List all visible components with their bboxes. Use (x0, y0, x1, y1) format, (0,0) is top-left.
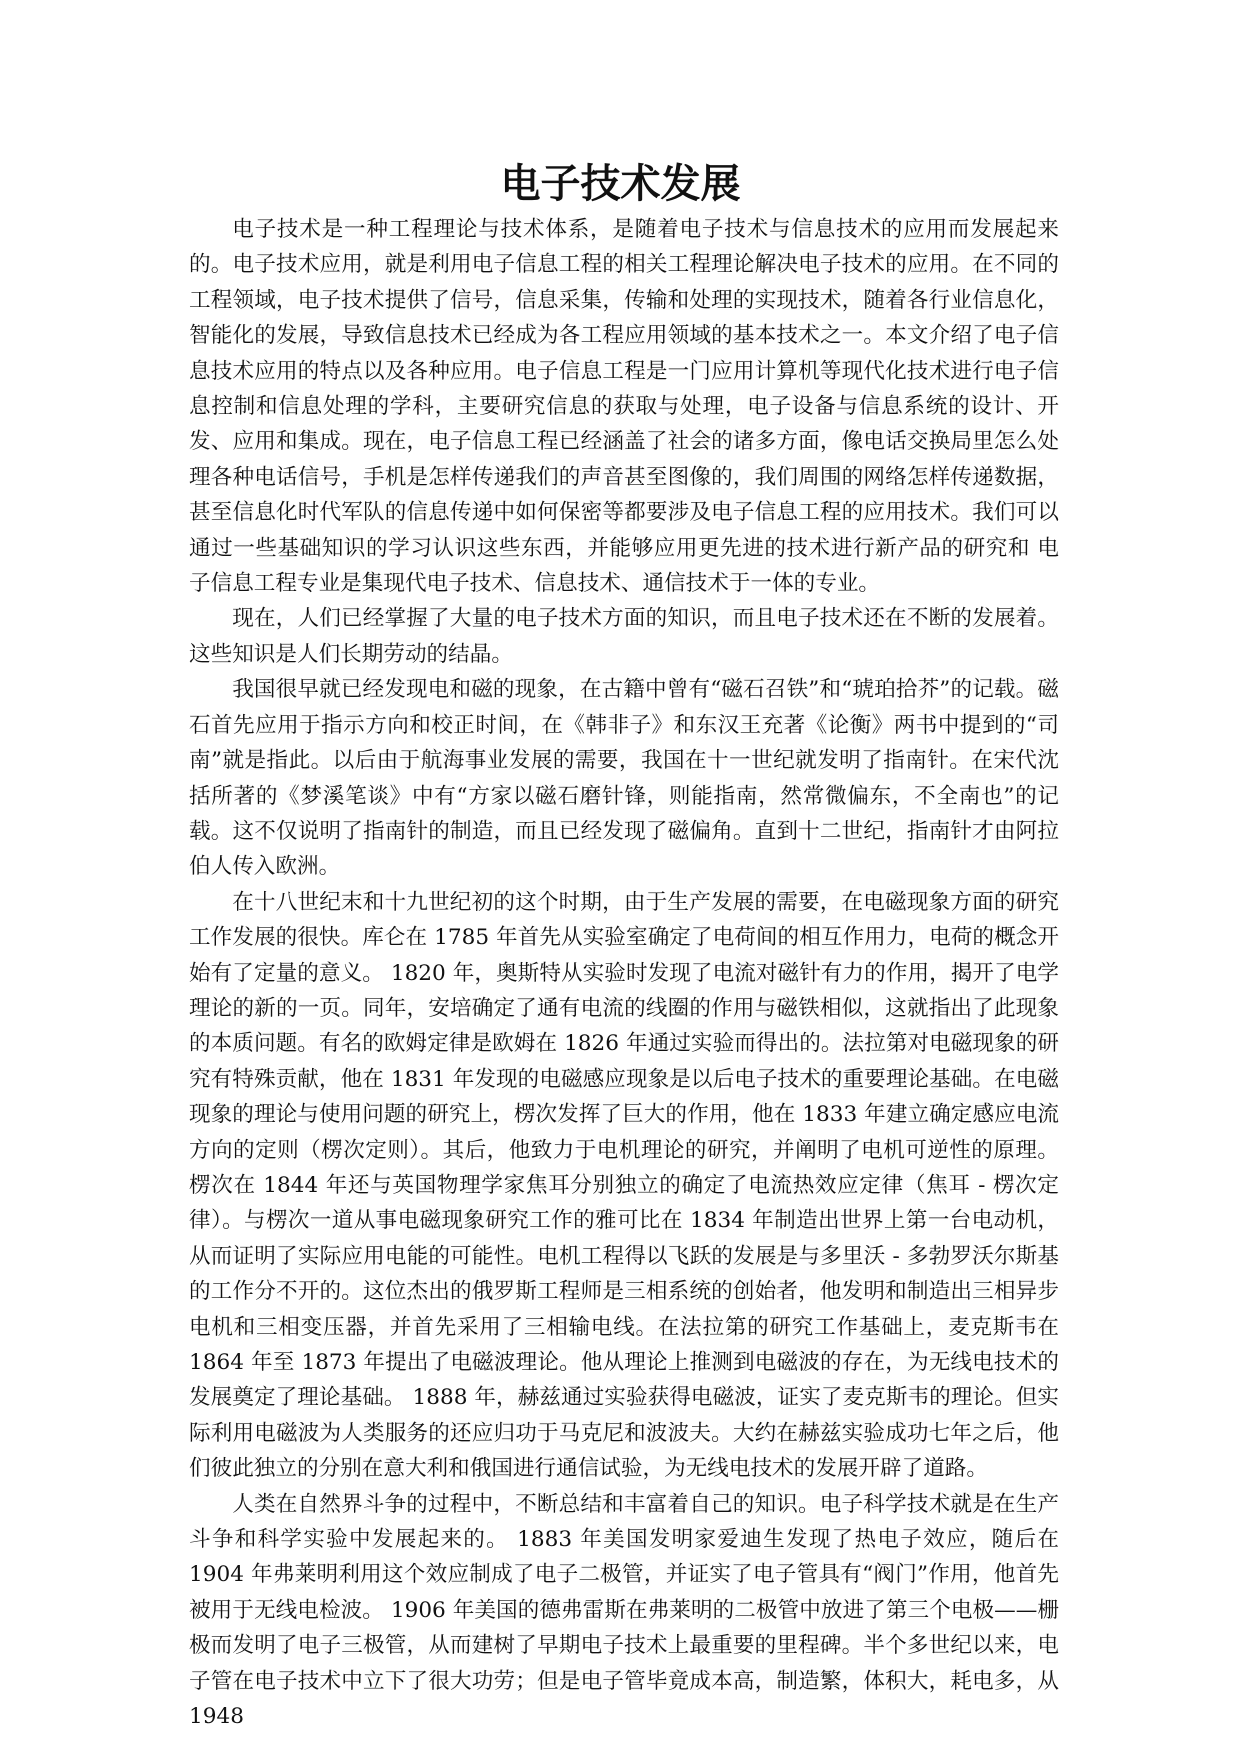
paragraph-intro: 电子技术是一种工程理论与技术体系，是随着电子技术与信息技术的应用而发展起来的。电子技术应用，就是利用电子信息工程的相关工程理论解决电子技术的应用。在不同的工程领域，电子技术提供了信号，信息采集，传输和处理的实现技术，随着各行业信息化，智能化的发展，导致信息技术已经成为各工程应用领域的基本技术之一。本文介绍了电子信息技术应用的特点以及各种应用。电子信息工程是一门应用计算机等现代化技术进行电子信息控制和信息处理的学科，主要研究信息的获取与处理，电子设备与信息系统的设计、开发、应用和集成。现在，电子信息工程已经涵盖了社会的诸多方面，像电话交换局里怎么处理各种电话信号，手机是怎样传递我们的声音甚至图像的，我们周围的网络怎样传递数据，甚至信息化时代军队的信息传递中如何保密等都要涉及电子信息工程的应用技术。我们可以通过一些基础知识的学习认识这些东西，并能够应用更先进的技术进行新产品的研究和 电子信息工程专业是集现代电子技术、信息技术、通信技术于一体的专业。 (189, 217, 1059, 597)
document-body (189, 212, 1059, 1734)
document-title: 电子技术发展 (500, 160, 741, 207)
paragraph-electromagnetism: 在十八世纪末和十九世纪初的这个时期，由于生产发展的需要，在电磁现象方面的研究工作发展的很快。库仑在 1785 年首先从实验室确定了电荷间的相互作用力，电荷的概念开始有了定量的意义。 1820 年，奥斯特从实验时发现了电流对磁针有力的作用，揭开了电学理论的新的一页。同年，安培确定了通有电流的线圈的作用与磁铁相似，这就指出了此现象的本质问题。有名的欧姆定律是欧姆在 1826 年通过实验而得出的。法拉第对电磁现象的研究有特殊贡献，他在 1831 年发现的电磁感应现象是以后电子技术的重要理论基础。在电磁现象的理论与使用问题的研究上，楞次发挥了巨大的作用，他在 1833 年建立确定感应电流方向的定则（楞次定则）。其后，他致力于电机理论的研究，并阐明了电机可逆性的原理。楞次在 1844 年还与英国物理学家焦耳分别独立的确定了电流热效应定律（焦耳 - 楞次定律）。与楞次一道从事电磁现象研究工作的雅可比在 1834 年制造出世界上第一台电动机，从而证明了实际应用电能的可能性。电机工程得以飞跃的发展是与多里沃 - 多勃罗沃尔斯基的工作分不开的。这位杰出的俄罗斯工程师是三相系统的创始者，他发明和制造出三相异步电机和三相变压器，并首先采用了三相输电线。在法拉第的研究工作基础上，麦克斯韦在 1864 年至 1873 年提出了电磁波理论。他从理论上推测到电磁波的存在，为无线电技术的发展奠定了理论基础。 1888 年，赫兹通过实验获得电磁波，证实了麦克斯韦的理论。但实际利用电磁波为人类服务的还应归功于马克尼和波波夫。大约在赫兹实验成功七年之后，他们彼此独立的分别在意大利和俄国进行通信试验，为无线电技术的发展开辟了道路。 (189, 889, 1059, 1482)
paragraph-electron-tube: 人类在自然界斗争的过程中，不断总结和丰富着自己的知识。电子科学技术就是在生产斗争和科学实验中发展起来的。 1883 年美国发明家爱迪生发现了热电子效应，随后在 1904 年弗莱明利用这个效应制成了电子二极管，并证实了电子管具有“阀门”作用，他首先被用于无线电检波。 1906 年美国的德弗雷斯在弗莱明的二极管中放进了第三个电极——栅极而发明了电子三极管，从而建树了早期电子技术上最重要的里程碑。半个多世纪以来，电子管在电子技术中立下了很大功劳；但是电子管毕竟成本高，制造繁，体积大，耗电多，从 1948 (189, 1491, 1059, 1730)
paragraph-knowledge: 现在，人们已经掌握了大量的电子技术方面的知识，而且电子技术还在不断的发展着。这些知识是人们长期劳动的结晶。 (189, 606, 1059, 667)
paragraph-ancient-china: 我国很早就已经发现电和磁的现象，在古籍中曾有“磁石召铁”和“琥珀拾芥”的记载。磁石首先应用于指示方向和校正时间，在《韩非子》和东汉王充著《论衡》两书中提到的“司南”就是指此。以后由于航海事业发展的需要，我国在十一世纪就发明了指南针。在宋代沈括所著的《梦溪笔谈》中有“方家以磁石磨针锋，则能指南，然常微偏东，不全南也”的记载。这不仅说明了指南针的制造，而且已经发现了磁偏角。直到十二世纪，指南针才由阿拉伯人传入欧洲。 (189, 677, 1059, 880)
